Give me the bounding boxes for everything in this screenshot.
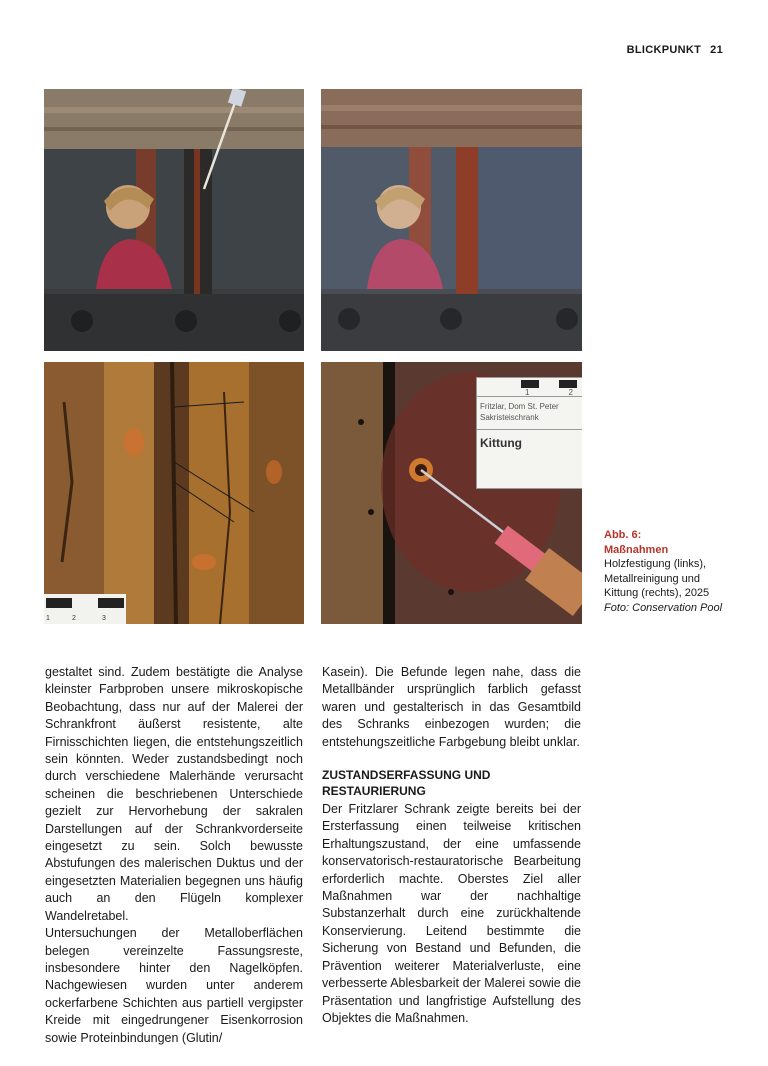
caption-text: Holzfestigung (links), Metallreinigung und Kittung (rechts), 2025	[604, 558, 710, 599]
scale-tick-3: 3	[102, 615, 106, 622]
body-paragraph: Untersuchungen der Metalloberflächen belegen vereinzelte Fassungsreste, insbesondere hinter den Nagelköpfen. Nachgewiesen wurden unter anderem ockerfarbene Schichten aus partiell vergipster Kreide mit eingedrungener Eisenkorrosion sowie Proteinbindungen (Glutin/	[45, 926, 303, 1045]
section-title: BLICKPUNKT	[626, 44, 702, 56]
text-column-left	[45, 664, 303, 1047]
section-heading	[322, 767, 581, 799]
text-column-right	[322, 664, 581, 1027]
card-tick-2: 2	[568, 388, 573, 397]
caption-label: Abb. 6:	[604, 529, 642, 541]
body-paragraph: gestaltet sind. Zudem bestätigte die Analyse kleinster Farbproben unsere mikroskopische Beobachtung, dass nur auf der Malerei der Schrankfront äußerst resistente, alte Firnisschichten liegen, die entstehungszeitlich sein könnten. Weder zustandsbedingt noch durch verschiedene Malerhände verursacht scheinen die beschriebenen Unterschiede gezielt zur Hervorhebung der sakralen Darstellungen auf der Schrankvorderseite eingesetzt zu sein. Solch bewusste Abstufungen des malerischen Duktus und der eingesetzten Materialien begegnen uns häufig auch an den Flügeln komplexer Wandelretabel.	[45, 665, 303, 923]
section-heading-line-1: ZUSTANDSERFASSUNG UND	[322, 768, 491, 783]
photo-metal-cleaning-top	[321, 89, 582, 351]
figure-caption	[604, 528, 734, 615]
card-location: Fritzlar, Dom St. Peter	[480, 402, 559, 411]
card-label: Kittung	[477, 429, 582, 456]
running-header	[627, 44, 723, 56]
photo-filling-detail	[321, 362, 582, 624]
body-paragraph: Der Fritzlarer Schrank zeigte bereits bei der Ersterfassung einen teilweise kritischen Erhaltungszustand, der eine umfassende konservatorisch-restauratorische Bearbeitung erforderlich machte. Oberstes Ziel aller Maßnahmen war der nachhaltige Substanzerhalt durch eine zurückhaltende Konservierung. Leitend bestimmte die Sicherung von Bestand und Befunden, die Prävention weiterer Materialverluste, eine verbesserte Ablesbarkeit der Malerei sowie die Präsentation und langfristige Aufstellung des Objektes die Maßnahmen.	[322, 802, 581, 1025]
body-paragraph: Kasein). Die Befunde legen nahe, dass die Metallbänder ursprünglich farblich gefasst waren und gestalterisch in das Gesamtbild des Schranks einbezogen wurden; die entstehungszeitliche Farbgebung bleibt unklar.	[322, 665, 581, 749]
caption-title: Maßnahmen	[604, 543, 669, 556]
section-heading-line-2: RESTAURIERUNG	[322, 784, 426, 799]
photo-wood-consolidation-top	[44, 89, 304, 351]
scale-card	[476, 377, 582, 489]
caption-credit: Foto: Conservation Pool	[604, 601, 723, 614]
card-object: Sakristeischrank	[480, 413, 539, 422]
scale-tick-1: 1	[46, 615, 50, 622]
card-tick-1: 1	[525, 388, 530, 397]
scale-tick-2: 2	[72, 615, 76, 622]
page-number: 21	[710, 44, 723, 56]
photo-wood-consolidation-detail	[44, 362, 304, 624]
